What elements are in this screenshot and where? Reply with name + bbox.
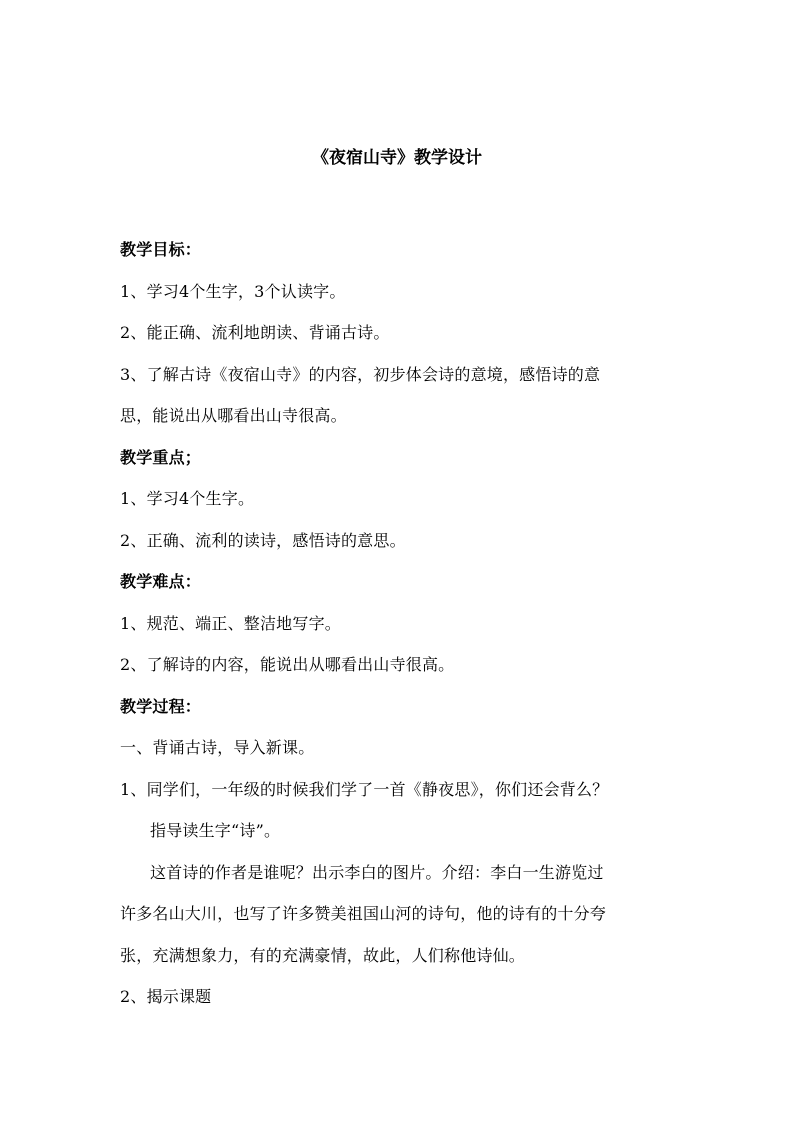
key-point-item-1: 1、学习4个生字。 xyxy=(120,489,255,508)
difficulty-item-2: 2、了解诗的内容，能说出从哪看出山寺很高。 xyxy=(120,655,455,674)
document-title: 《夜宿山寺》教学设计 xyxy=(312,148,482,168)
document-body xyxy=(120,229,680,1018)
difficulty-item-1: 1、规范、端正、整洁地写字。 xyxy=(120,613,341,633)
goals-heading: 教学目标： xyxy=(120,240,202,259)
process-step-2: 2、揭示课题 xyxy=(120,987,212,1006)
process-section-1: 一、背诵古诗，导入新课。 xyxy=(120,738,315,757)
difficulties-heading: 教学难点： xyxy=(120,572,202,591)
key-point-item-2: 2、正确、流利的读诗，感悟诗的意思。 xyxy=(120,530,406,550)
goal-item-1: 1、学习4个生字，3个认读字。 xyxy=(120,281,346,301)
process-paragraph-line-3: 张，充满想象力，有的充满豪情，故此，人们称他诗仙。 xyxy=(120,945,526,965)
process-paragraph-line-2: 许多名山大川，也写了许多赞美祖国山河的诗句，他的诗有的十分夸 xyxy=(120,904,607,923)
process-paragraph-line-1: 这首诗的作者是谁呢？出示李白的图片。介绍：李白一生游览过 xyxy=(150,862,604,882)
goal-item-3-continued: 思，能说出从哪看出山寺很高。 xyxy=(120,406,347,425)
process-heading: 教学过程： xyxy=(120,696,202,716)
key-points-heading: 教学重点； xyxy=(120,447,202,467)
process-step-1: 1、同学们，一年级的时候我们学了一首《静夜思》，你们还会背么？ xyxy=(120,779,609,799)
process-step-1-guide: 指导读生字“诗”。 xyxy=(150,821,281,840)
goal-item-2: 2、能正确、流利地朗读、背诵古诗。 xyxy=(120,323,390,342)
goal-item-3: 3、了解古诗《夜宿山寺》的内容，初步体会诗的意境，感悟诗的意 xyxy=(120,364,601,384)
